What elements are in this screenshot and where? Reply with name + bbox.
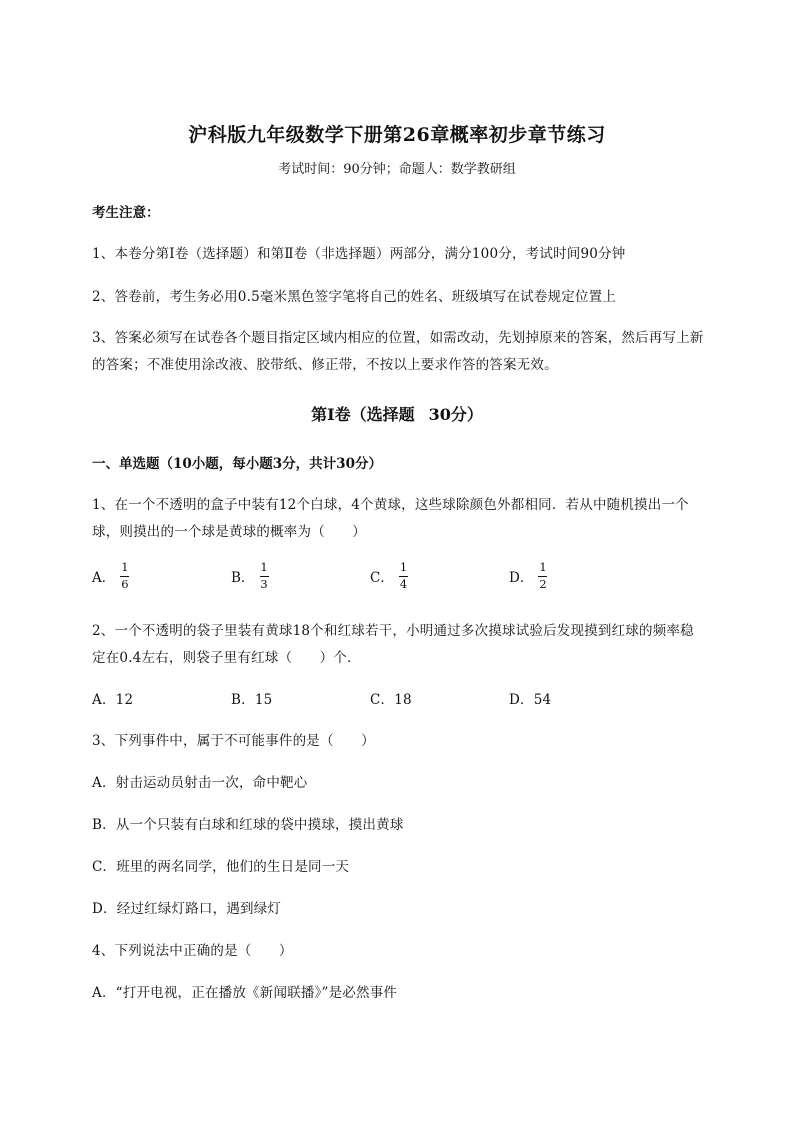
fraction: [259, 562, 268, 590]
question-3-option-a: A．射击运动员射击一次，命中靶心: [92, 775, 308, 791]
part-heading: 一、单选题（10小题，每小题3分，共计30分）: [92, 456, 382, 472]
question-3-option-d: D．经过红绿灯路口，遇到绿灯: [92, 901, 282, 917]
fraction: [538, 562, 547, 590]
question-1-line-1: 1、在一个不透明的盒子中装有12个白球，4个黄球，这些球除颜色外都相同．若从中随机摸出一个: [92, 497, 689, 513]
fraction: [120, 562, 129, 590]
question-1-option-c: [370, 562, 408, 590]
question-4-option-a: A．“打开电视，正在播放《新闻联播》”是必然事件: [92, 985, 398, 1001]
question-3-option-c: C．班里的两名同学，他们的生日是同一天: [92, 859, 350, 875]
section-title-score: 30分）: [428, 405, 483, 424]
option-label: A．: [92, 570, 116, 586]
fraction-denominator: 6: [121, 576, 129, 591]
fraction-denominator: 3: [260, 576, 268, 591]
option-label: D．: [509, 570, 534, 586]
fraction-numerator: 1: [539, 560, 547, 574]
note-item-2: 2、答卷前，考生务必用0.5毫米黑色签字笔将自己的姓名、班级填写在试卷规定位置上: [92, 289, 617, 305]
fraction-numerator: 1: [121, 560, 129, 574]
question-2-option-b: B．15: [231, 692, 273, 708]
note-item-1: 1、本卷分第I卷（选择题）和第Ⅱ卷（非选择题）两部分，满分100分，考试时间90分钟: [92, 246, 626, 262]
question-4-stem: 4、下列说法中正确的是（ ）: [92, 943, 293, 959]
question-1-option-b: [231, 562, 269, 590]
section-title-main: 第I卷（选择题: [311, 405, 415, 424]
question-1-option-a: [92, 562, 130, 590]
option-label: B．: [231, 570, 255, 586]
question-1-line-2: 球，则摸出的一个球是黄球的概率为（ ）: [92, 524, 366, 540]
fraction-numerator: 1: [260, 560, 268, 574]
note-item-3-line-2: 的答案；不准使用涂改液、胶带纸、修正带，不按以上要求作答的答案无效。: [92, 357, 558, 373]
question-1-option-d: [509, 562, 548, 590]
fraction-denominator: 4: [399, 576, 408, 591]
exam-title: 沪科版九年级数学下册第26章概率初步章节练习: [188, 124, 606, 146]
fraction-numerator: 1: [399, 560, 408, 574]
fraction: [399, 562, 408, 590]
question-2-option-d: D．54: [509, 692, 552, 708]
option-label: C．: [370, 570, 394, 586]
question-2-line-2: 定在0.4左右，则袋子里有红球（ ）个．: [92, 650, 361, 666]
question-2-line-1: 2、一个不透明的袋子里装有黄球18个和红球若干，小明通过多次摸球试验后发现摸到红球的频率稳: [92, 623, 694, 639]
question-3-stem: 3、下列事件中，属于不可能事件的是（ ）: [92, 733, 375, 749]
question-3-option-b: B．从一个只装有白球和红球的袋中摸球，摸出黄球: [92, 817, 404, 833]
notes-heading: 考生注意：: [92, 205, 160, 221]
note-item-3-line-1: 3、答案必须写在试卷各个题目指定区域内相应的位置，如需改动，先划掉原来的答案，然后再写上新: [92, 330, 704, 346]
section-title: [0, 402, 794, 425]
fraction-denominator: 2: [539, 576, 547, 591]
exam-subtitle: 考试时间：90分钟；命题人：数学教研组: [278, 162, 516, 177]
question-2-option-a: A．12: [92, 692, 134, 708]
question-2-option-c: C．18: [370, 692, 412, 708]
